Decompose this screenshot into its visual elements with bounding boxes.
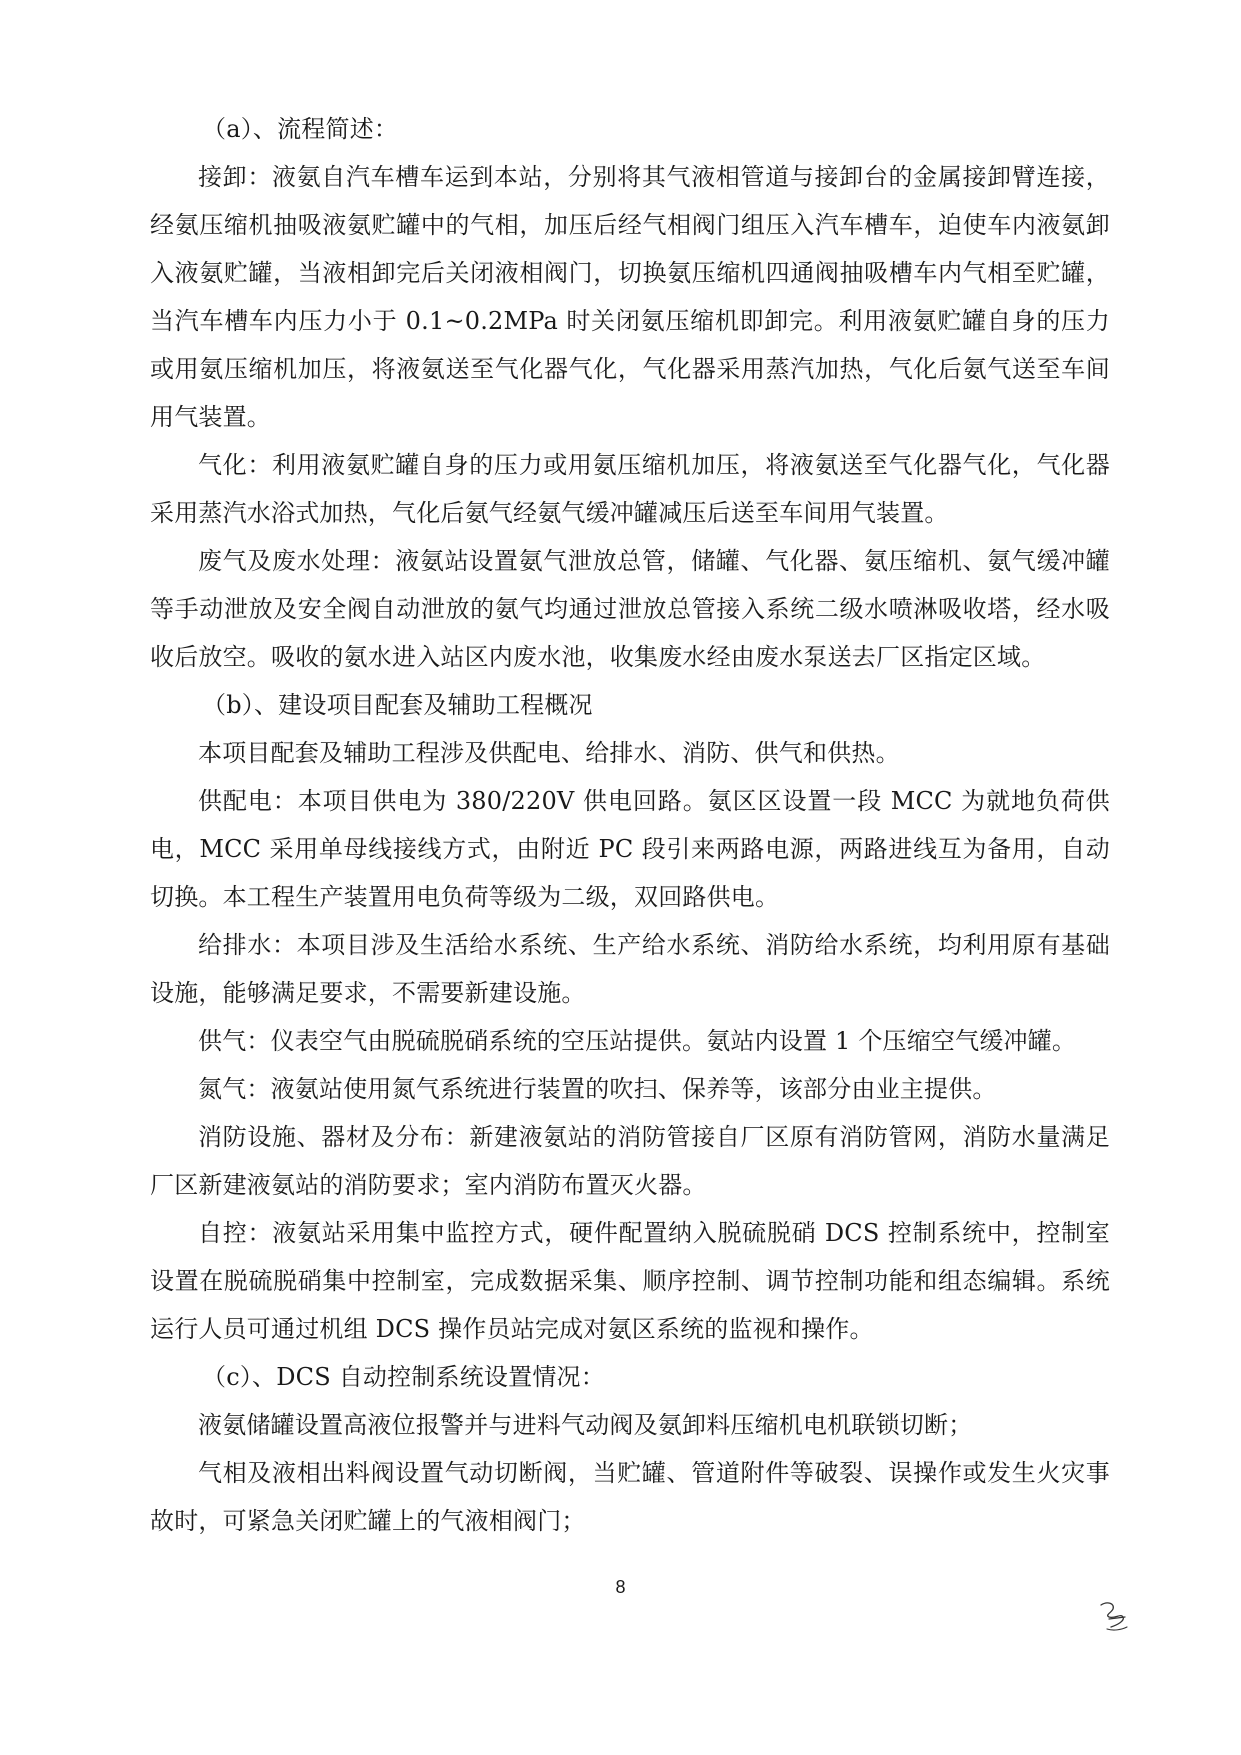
document-body	[150, 105, 1110, 1545]
paragraph-power-supply: 供配电：本项目供电为 380/220V 供电回路。氨区区设置一段 MCC 为就地负荷供电，MCC 采用单母线接线方式，由附近 PC 段引来两路电源，两路进线互为备用，自动切换。本工程生产装置用电负荷等级为二级，双回路供电。	[150, 787, 1110, 911]
paragraph-aux-overview: 本项目配套及辅助工程涉及供配电、给排水、消防、供气和供热。	[198, 739, 900, 767]
paragraph-waste-treatment: 废气及废水处理：液氨站设置氨气泄放总管，储罐、气化器、氨压缩机、氨气缓冲罐等手动泄放及安全阀自动泄放的氨气均通过泄放总管接入系统二级水喷淋吸收塔，经水吸收后放空。吸收的氨水进入站区内废水池，收集废水经由废水泵送去厂区指定区域。	[150, 547, 1110, 671]
paragraph-tank-alarm: 液氨储罐设置高液位报警并与进料气动阀及氨卸料压缩机电机联锁切断；	[198, 1411, 973, 1439]
page-number: 8	[615, 1577, 626, 1597]
section-a-heading: （a）、流程简述：	[202, 115, 399, 143]
paragraph-gasification: 气化：利用液氨贮罐自身的压力或用氨压缩机加压，将液氨送至气化器气化，气化器采用蒸汽水浴式加热，气化后氨气经氨气缓冲罐减压后送至车间用气装置。	[150, 451, 1110, 527]
signature-icon	[1095, 1595, 1135, 1635]
section-c-heading: （c）、DCS 自动控制系统设置情况：	[202, 1363, 605, 1391]
paragraph-automation: 自控：液氨站采用集中监控方式，硬件配置纳入脱硫脱硝 DCS 控制系统中，控制室设置在脱硫脱硝集中控制室，完成数据采集、顺序控制、调节控制功能和组态编辑。系统运行人员可通过机组 DCS 操作员站完成对氨区系统的监视和操作。	[150, 1219, 1110, 1343]
paragraph-nitrogen: 氮气：液氨站使用氮气系统进行装置的吹扫、保养等，该部分由业主提供。	[198, 1075, 997, 1103]
paragraph-air-supply: 供气：仪表空气由脱硫脱硝系统的空压站提供。氨站内设置 1 个压缩空气缓冲罐。	[198, 1027, 1077, 1055]
section-b-heading: （b）、建设项目配套及辅助工程概况	[202, 691, 593, 719]
paragraph-unloading: 接卸：液氨自汽车槽车运到本站，分别将其气液相管道与接卸台的金属接卸臂连接，经氨压缩机抽吸液氨贮罐中的气相，加压后经气相阀门组压入汽车槽车，迫使车内液氨卸入液氨贮罐，当液相卸完后关闭液相阀门，切换氨压缩机四通阀抽吸槽车内气相至贮罐，当汽车槽车内压力小于 0.1~0.2MPa 时关闭氨压缩机即卸完。利用液氨贮罐自身的压力或用氨压缩机加压，将液氨送至气化器气化，气化器采用蒸汽加热，气化后氨气送至车间用气装置。	[150, 163, 1110, 431]
paragraph-emergency-valves: 气相及液相出料阀设置气动切断阀，当贮罐、管道附件等破裂、误操作或发生火灾事故时，可紧急关闭贮罐上的气液相阀门；	[150, 1459, 1110, 1535]
paragraph-fire-protection: 消防设施、器材及分布：新建液氨站的消防管接自厂区原有消防管网，消防水量满足厂区新建液氨站的消防要求；室内消防布置灭火器。	[150, 1123, 1110, 1199]
paragraph-water: 给排水：本项目涉及生活给水系统、生产给水系统、消防给水系统，均利用原有基础设施，能够满足要求，不需要新建设施。	[150, 931, 1110, 1007]
